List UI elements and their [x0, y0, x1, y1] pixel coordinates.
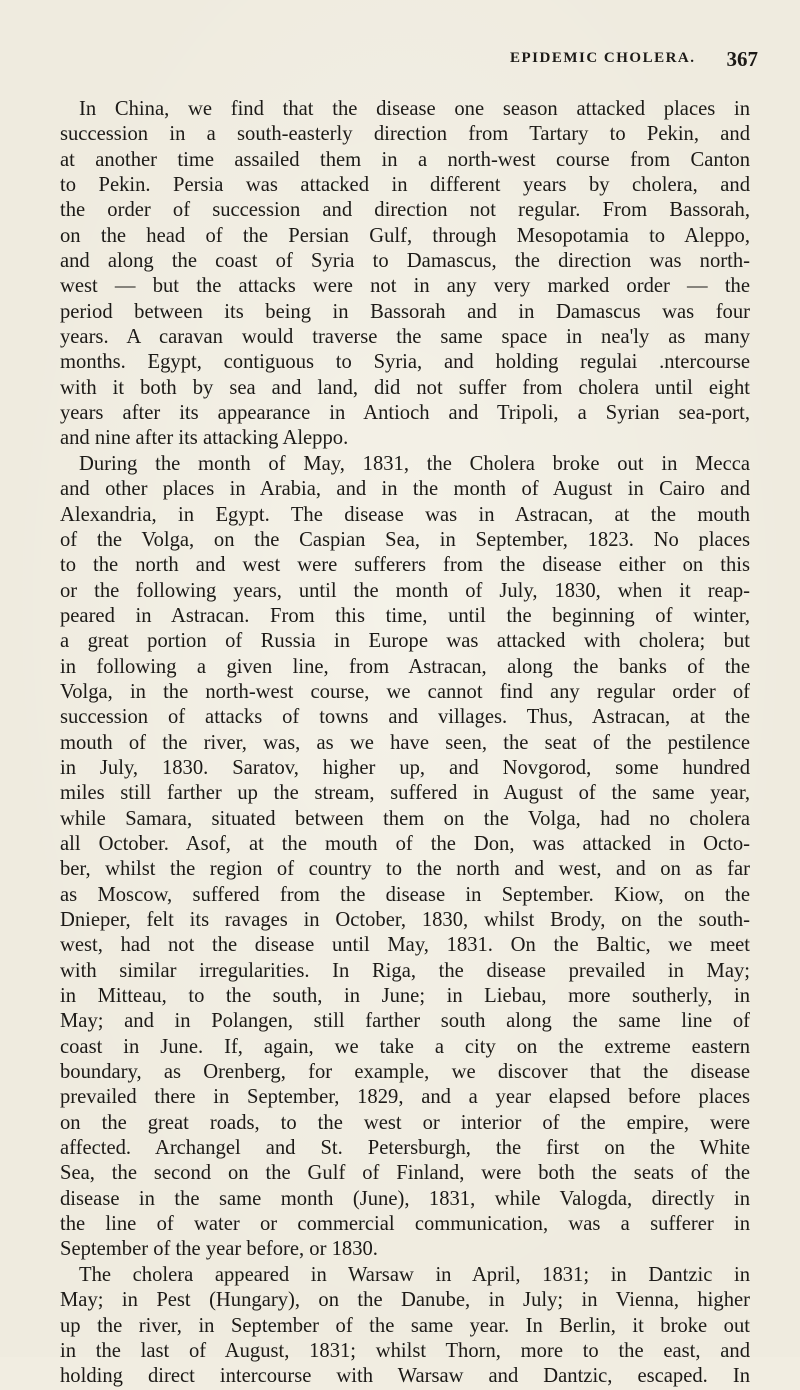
text-line: coast in June. If, again, we take a city on the extreme eastern: [60, 1035, 750, 1058]
text-line: in Mitteau, to the south, in June; in Liebau, more southerly, in: [60, 985, 750, 1008]
text-line: ber, whilst the region of country to the north and west, and on as far: [60, 858, 750, 881]
page-header: [60, 44, 758, 84]
text-line: up the river, in September of the same year. In Berlin, it broke out: [60, 1314, 750, 1337]
text-line: the order of succession and direction not regular. From Bassorah,: [60, 199, 750, 222]
running-title: EPIDEMIC CHOLERA.: [510, 50, 696, 66]
text-line: affected. Archangel and St. Petersburgh, the first on the White: [60, 1137, 750, 1160]
text-line: at another time assailed them in a north-west course from Canton: [60, 148, 750, 171]
text-line: a great portion of Russia in Europe was attacked with cholera; but: [60, 630, 750, 653]
text-line: Volga, in the north-west course, we cannot find any regular order of: [60, 680, 750, 703]
text-line: Sea, the second on the Gulf of Finland, were both the seats of the: [60, 1162, 750, 1185]
text-line: disease in the same month (June), 1831, while Valogda, directly in: [60, 1187, 750, 1210]
text-line: in July, 1830. Saratov, higher up, and Novgorod, some hundred: [60, 756, 750, 779]
text-line: of the Volga, on the Caspian Sea, in September, 1823. No places: [60, 528, 750, 551]
text-line: In China, we find that the disease one season attacked places in: [79, 98, 750, 120]
text-line: and other places in Arabia, and in the month of August in Cairo and: [60, 478, 750, 501]
text-line: to Pekin. Persia was attacked in different years by cholera, and: [60, 174, 750, 197]
text-line: prevailed there in September, 1829, and a year elapsed before places: [60, 1086, 750, 1109]
text-line: with it both by sea and land, did not suffer from cholera until eight: [60, 376, 750, 399]
text-line: holding direct intercourse with Warsaw and Dantzic, escaped. In: [60, 1365, 750, 1388]
text-line: west — but the attacks were not in any very marked order — the: [60, 275, 750, 298]
text-line: while Samara, situated between them on the Volga, had no cholera: [60, 807, 750, 830]
text-line: The cholera appeared in Warsaw in April, 1831; in Dantzic in: [79, 1263, 750, 1286]
text-line: boundary, as Orenberg, for example, we discover that the disease: [60, 1061, 750, 1084]
text-line: peared in Astracan. From this time, until the beginning of winter,: [60, 604, 750, 627]
text-line: succession of attacks of towns and villages. Thus, Astracan, at the: [60, 706, 750, 729]
text-line: in the last of August, 1831; whilst Thorn, more to the east, and: [60, 1339, 750, 1362]
text-line: September of the year before, or 1830.: [60, 1238, 378, 1261]
text-line: succession in a south-easterly direction from Tartary to Pekin, and: [60, 123, 750, 146]
text-line: all October. Asof, at the mouth of the Don, was attacked in Octo-: [60, 832, 750, 855]
text-line: the line of water or commercial communication, was a sufferer in: [60, 1213, 750, 1236]
text-line: in following a given line, from Astracan, along the banks of the: [60, 655, 750, 678]
text-line: Alexandria, in Egypt. The disease was in Astracan, at the mouth: [60, 503, 750, 526]
text-line: mouth of the river, was, as we have seen, the seat of the pestilence: [60, 731, 750, 754]
text-line: May; and in Polangen, still farther south along the same line of: [60, 1010, 750, 1033]
page-number: 367: [726, 47, 758, 71]
text-line: west, had not the disease until May, 1831. On the Baltic, we meet: [60, 934, 750, 957]
text-line: months. Egypt, contiguous to Syria, and holding regulai .ntercourse: [60, 351, 750, 374]
text-line: on the head of the Persian Gulf, through Mesopotamia to Aleppo,: [60, 224, 750, 247]
text-line: with similar irregularities. In Riga, the disease prevailed in May;: [60, 959, 750, 982]
text-line: miles still farther up the stream, suffered in August of the same year,: [60, 782, 750, 805]
body-text: [60, 97, 750, 1390]
text-line: May; in Pest (Hungary), on the Danube, in July; in Vienna, higher: [60, 1289, 750, 1312]
text-line: Dnieper, felt its ravages in October, 1830, whilst Brody, on the south-: [60, 909, 750, 931]
text-line: years. A caravan would traverse the same space in nea'ly as many: [60, 326, 750, 349]
text-line: on the great roads, to the west or interior of the empire, were: [60, 1111, 750, 1134]
text-line: and along the coast of Syria to Damascus, the direction was north-: [60, 250, 750, 273]
text-line: as Moscow, suffered from the disease in September. Kiow, on the: [60, 883, 750, 906]
text-line: to the north and west were sufferers from the disease either on this: [60, 554, 750, 577]
text-line: or the following years, until the month of July, 1830, when it reap-: [60, 579, 750, 602]
text-line: period between its being in Bassorah and in Damascus was four: [60, 300, 750, 323]
text-line: and nine after its attacking Aleppo.: [60, 427, 349, 450]
text-line: During the month of May, 1831, the Cholera broke out in Mecca: [79, 452, 750, 475]
text-line: years after its appearance in Antioch and Tripoli, a Syrian sea-port,: [60, 402, 750, 425]
